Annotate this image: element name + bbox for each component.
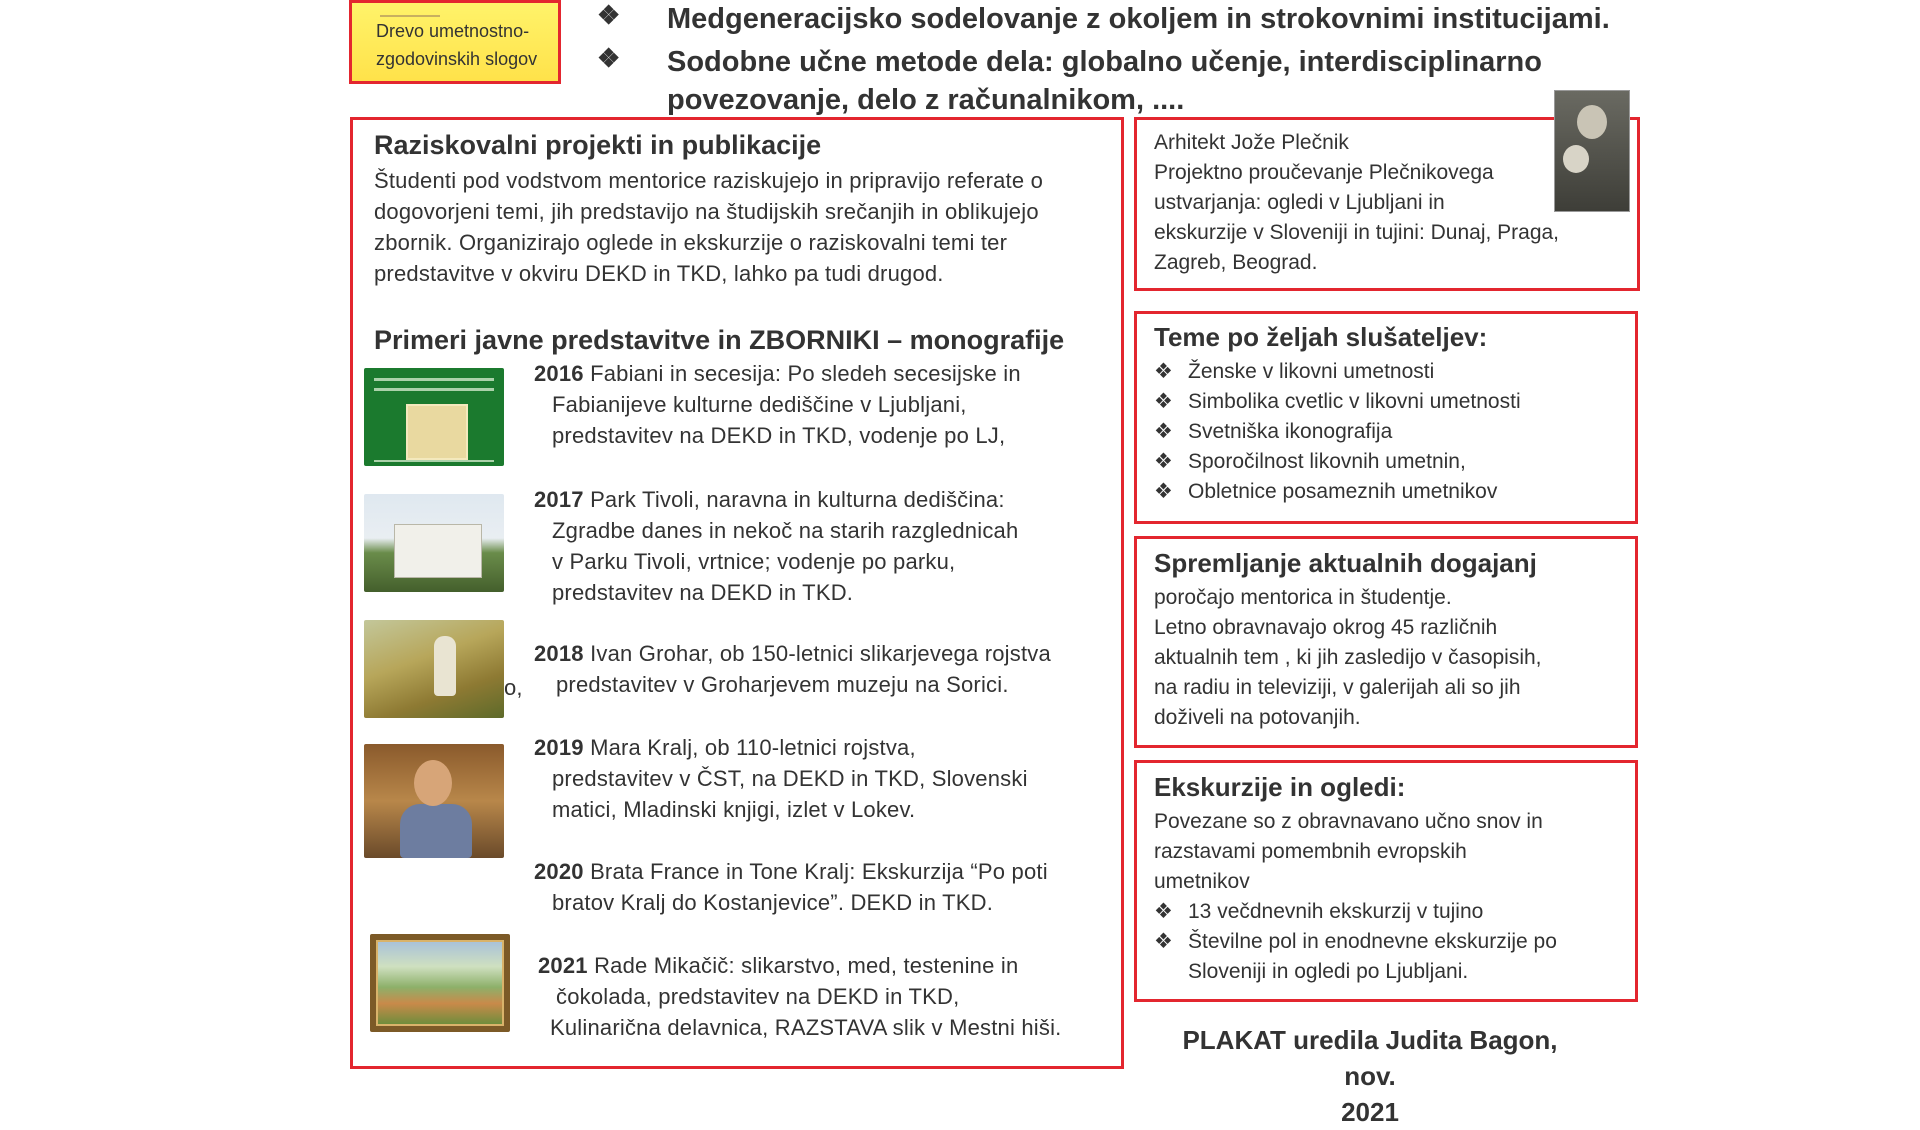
- excursions-title: Ekskurzije in ogledi:: [1154, 772, 1406, 802]
- entry-stray-text: o,: [504, 675, 523, 700]
- bullet-icon: ❖: [1154, 900, 1173, 923]
- entry-line: bratov Kralj do Kostanjevice”. DEKD in TKD.: [552, 890, 994, 915]
- excursions-line: Povezane so z obravnavano učno snov in: [1154, 810, 1543, 833]
- excursion-item: [1154, 897, 1624, 927]
- plecnik-line: Projektno proučevanje Plečnikovega: [1154, 161, 1494, 184]
- mara-kralj-portrait-image: [364, 744, 504, 858]
- events-content: [1154, 548, 1624, 733]
- entry-year: 2017: [534, 487, 584, 512]
- entry-year: 2019: [534, 735, 584, 760]
- bullet-icon: ❖: [597, 43, 621, 73]
- topic-item: [1154, 477, 1624, 507]
- entry-line: matici, Mladinski knjigi, izlet v Lokev.: [552, 797, 916, 822]
- mikacic-painting-image: [370, 934, 510, 1032]
- excursions-content: [1154, 772, 1624, 987]
- bullet-icon: ❖: [597, 0, 621, 30]
- entry-line: v Parku Tivoli, vrtnice; vodenje po parku,: [552, 549, 956, 574]
- credit-line-1: PLAKAT uredila Judita Bagon, nov.: [1182, 1025, 1558, 1091]
- entry-line: Kulinarična delavnica, RAZSTAVA slik v Mestni hiši.: [550, 1015, 1062, 1040]
- entry-line: predstavitev v Groharjevem muzeju na Sorici.: [556, 672, 1009, 697]
- top-bullet-1: [595, 0, 1735, 38]
- topic-text: Sporočilnost likovnih umetnin,: [1188, 450, 1466, 473]
- bullet-icon: ❖: [1154, 390, 1173, 413]
- poster-credit: [1160, 1022, 1580, 1130]
- top-bullet-text-cont: povezovanje, delo z računalnikom, ....: [667, 84, 1185, 116]
- sticky-decoration: [380, 3, 440, 17]
- plecnik-line: ustvarjanja: ogledi v Ljubljani in: [1154, 191, 1445, 214]
- topic-text: Ženske v likovni umetnosti: [1188, 360, 1435, 383]
- entry-year: 2020: [534, 859, 584, 884]
- entry-line: predstavitev na DEKD in TKD.: [552, 580, 854, 605]
- topic-item: [1154, 417, 1624, 447]
- research-title: Raziskovalni projekti in publikacije: [374, 130, 822, 160]
- topic-item: [1154, 387, 1624, 417]
- sticky-line-2: zgodovinskih slogov: [376, 49, 538, 69]
- sticky-text: [376, 17, 537, 73]
- entry-year: 2018: [534, 641, 584, 666]
- entry-line: predstavitev na DEKD in TKD, vodenje po LJ,: [552, 423, 1006, 448]
- bullet-icon: ❖: [1154, 420, 1173, 443]
- bullet-icon: ❖: [1154, 480, 1173, 503]
- excursion-item: [1154, 927, 1624, 957]
- bullet-icon: ❖: [1154, 450, 1173, 473]
- excursions-line: umetnikov: [1154, 870, 1250, 893]
- topic-text: Obletnice posameznih umetnikov: [1188, 480, 1498, 503]
- entry-line: Ivan Grohar, ob 150-letnici slikarjevega rojstva: [590, 641, 1051, 666]
- sticky-line-1: Drevo umetnostno-: [376, 21, 530, 41]
- top-bullet-text: Sodobne učne metode dela: globalno učenje, interdisciplinarno: [667, 46, 1542, 78]
- styles-tree-sticky-note: [349, 0, 561, 84]
- research-description: [374, 165, 1114, 289]
- research-line: Študenti pod vodstvom mentorice raziskujejo in pripravijo referate o: [374, 168, 1044, 193]
- research-line: zbornik. Organizirajo oglede in ekskurzije o raziskovalni temi ter: [374, 230, 1008, 255]
- entry-line: predstavitev v ČST, na DEKD in TKD, Slovenski: [552, 766, 1028, 791]
- excursions-line: razstavami pomembnih evropskih: [1154, 840, 1467, 863]
- entry-line: Fabiani in secesija: Po sledeh secesijske in: [590, 361, 1021, 386]
- entry-line: Rade Mikačič: slikarstvo, med, testenine in: [594, 953, 1019, 978]
- plecnik-content: [1154, 128, 1634, 278]
- entry-2016: [534, 358, 1114, 451]
- entry-line: čokolada, predstavitev na DEKD in TKD,: [556, 984, 960, 1009]
- entry-2017: [534, 484, 1114, 608]
- topic-text: Svetniška ikonografija: [1188, 420, 1393, 443]
- bullet-icon: ❖: [1154, 360, 1173, 383]
- plecnik-line: ekskurzije v Sloveniji in tujini: Dunaj, Praga,: [1154, 221, 1560, 244]
- excursion-text: Številne pol in enodnevne ekskurzije po: [1188, 930, 1557, 953]
- entry-line: Zgradbe danes in nekoč na starih razglednicah: [552, 518, 1019, 543]
- events-line: aktualnih tem , ki jih zasledijo v časopisih,: [1154, 646, 1542, 669]
- excursion-text: Sloveniji in ogledi po Ljubljani.: [1188, 960, 1469, 983]
- topic-item: [1154, 447, 1624, 477]
- topic-text: Simbolika cvetlic v likovni umetnosti: [1188, 390, 1521, 413]
- research-line: predstavitve v okviru DEKD in TKD, lahko pa tudi drugod.: [374, 261, 944, 286]
- tivoli-park-image: [364, 494, 504, 592]
- research-line: dogovorjeni temi, jih predstavijo na študijskih srečanjih in oblikujejo: [374, 199, 1039, 224]
- events-title: Spremljanje aktualnih dogajanj: [1154, 548, 1537, 578]
- events-line: poročajo mentorica in študentje.: [1154, 586, 1452, 609]
- entry-2021: [538, 950, 1118, 1043]
- plecnik-line: Zagreb, Beograd.: [1154, 251, 1318, 274]
- entry-line: Mara Kralj, ob 110-letnici rojstva,: [590, 735, 916, 760]
- events-line: Letno obravnavajo okrog 45 različnih: [1154, 616, 1498, 639]
- grohar-sower-image: [364, 620, 504, 718]
- plecnik-title: Arhitekt Jože Plečnik: [1154, 131, 1349, 154]
- entry-2020: [534, 856, 1114, 918]
- topic-item: [1154, 357, 1624, 387]
- events-line: na radiu in televiziji, v galerijah ali so jih: [1154, 676, 1521, 699]
- entry-line: Park Tivoli, naravna in kulturna dediščina:: [590, 487, 1005, 512]
- entry-2018: [534, 638, 1114, 700]
- examples-title: Primeri javne predstavitve in ZBORNIKI – monografije: [374, 325, 1065, 355]
- bullet-icon: ❖: [1154, 930, 1173, 953]
- entry-2019: [534, 732, 1114, 825]
- top-bullet-text: Medgeneracijsko sodelovanje z okoljem in strokovnimi institucijami.: [667, 3, 1610, 35]
- fabiani-cover-image: [364, 368, 504, 466]
- events-line: doživeli na potovanjih.: [1154, 706, 1361, 729]
- entry-line: Brata France in Tone Kralj: Ekskurzija “Po poti: [590, 859, 1048, 884]
- entry-year: 2016: [534, 361, 584, 386]
- topics-title: Teme po željah slušateljev:: [1154, 322, 1488, 352]
- excursion-item-cont: [1154, 957, 1624, 987]
- credit-line-2: 2021: [1341, 1097, 1399, 1127]
- entry-line: Fabianijeve kulturne dediščine v Ljubljani,: [552, 392, 967, 417]
- excursion-text: 13 večdnevnih ekskurzij v tujino: [1188, 900, 1484, 923]
- entry-year: 2021: [538, 953, 588, 978]
- topics-content: [1154, 322, 1624, 507]
